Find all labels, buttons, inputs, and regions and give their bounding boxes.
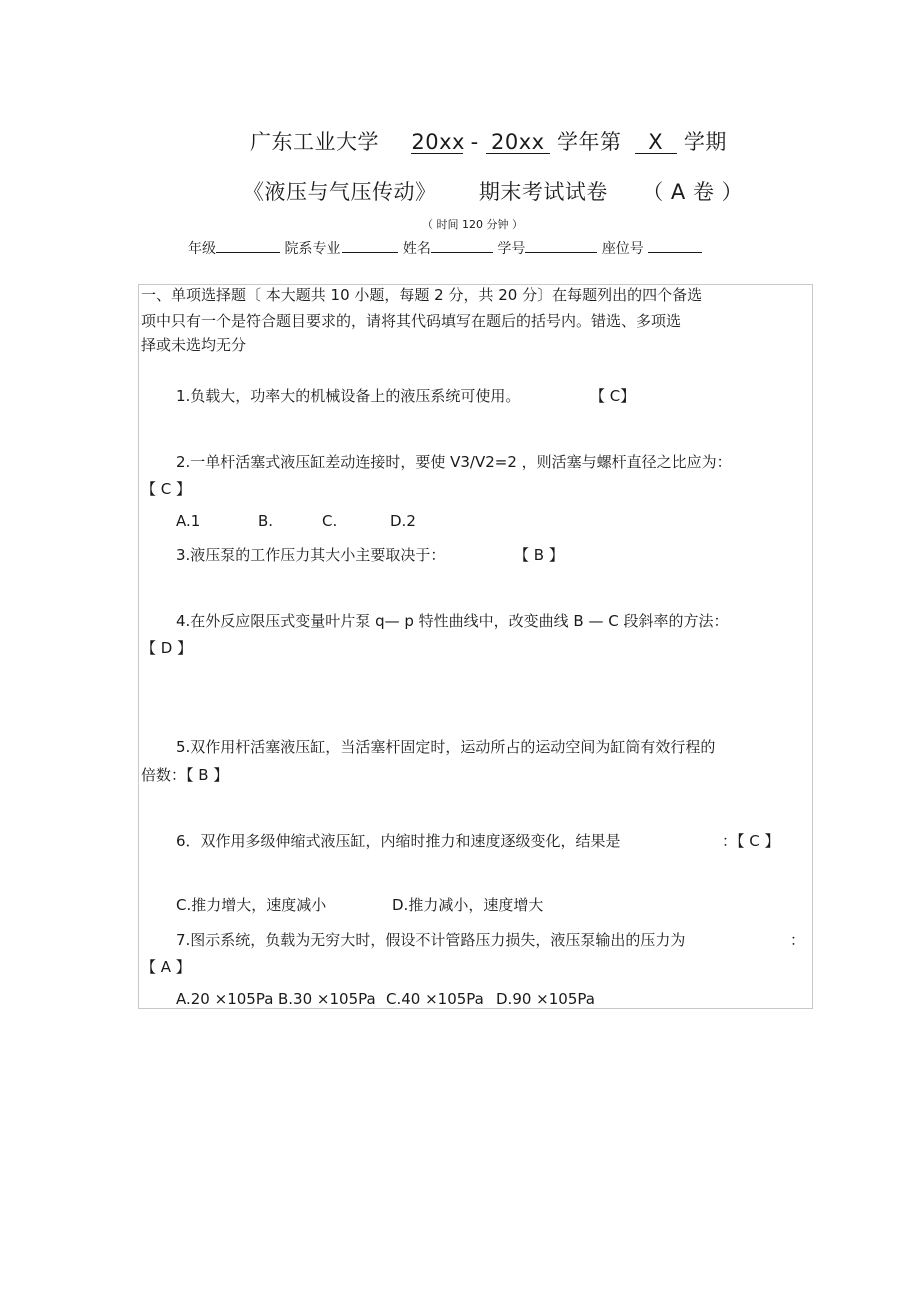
field-id-blank[interactable]: [525, 238, 597, 253]
question-7-option-c[interactable]: C.40 ×105Pa: [386, 990, 484, 1008]
question-2-option-d[interactable]: D.2: [390, 512, 416, 530]
question-2-option-c[interactable]: C.: [322, 512, 338, 530]
field-major-label: 院系专业: [284, 241, 341, 257]
field-id-label: 学号: [497, 241, 526, 257]
student-info-row: [188, 238, 702, 258]
question-2-option-b[interactable]: B.: [258, 512, 274, 530]
question-6-option-d[interactable]: D.推力减小，速度增大: [392, 896, 544, 914]
question-3-text: 3.液压泵的工作压力其大小主要取决于：: [176, 546, 446, 564]
field-seat-label: 座位号: [601, 241, 644, 257]
question-6-answer[interactable]: ：【 C 】: [722, 832, 780, 850]
question-5-text: 5.双作用杆活塞液压缸，当活塞杆固定时，运动所占的运动空间为缸筒有效行程的: [176, 738, 716, 756]
question-2-answer[interactable]: 【 C 】: [141, 480, 192, 498]
exam-duration: （ 时间 120 分钟 ）: [422, 218, 523, 231]
year-separator: -: [470, 130, 479, 154]
question-7-option-b[interactable]: B.30 ×105Pa: [278, 990, 376, 1008]
field-name-blank[interactable]: [431, 238, 493, 253]
field-name-label: 姓名: [402, 241, 431, 257]
question-4-text: 4.在外反应限压式变量叶片泵 q— p 特性曲线中，改变曲线 B — C 段斜率的方法：: [176, 612, 729, 630]
course-name: 《液压与气压传动》: [243, 180, 437, 204]
section-intro-line3: 择或未选均无分: [141, 336, 247, 354]
section-intro-line2: 项中只有一个是符合题目要求的，请将其代码填写在题后的括号内。错选、多项选: [141, 312, 682, 330]
term-value: X: [635, 131, 677, 154]
field-grade-label: 年级: [188, 241, 216, 257]
field-seat-blank[interactable]: [648, 238, 702, 253]
question-1-text: 1.负载大，功率大的机械设备上的液压系统可使用。: [176, 387, 521, 405]
term-label: 学期: [683, 130, 727, 154]
question-1-answer[interactable]: 【 C】: [590, 387, 636, 405]
section-intro-line1: 一、单项选择题〔 本大题共 10 小题，每题 2 分，共 20 分〕在每题列出的四个备选: [141, 286, 703, 304]
year-start: 20xx: [411, 130, 465, 154]
question-5-answer[interactable]: 倍数：【 B 】: [141, 766, 229, 784]
year-end: 20xx: [486, 131, 550, 154]
question-7-colon: ：: [790, 931, 806, 949]
question-4-answer[interactable]: 【 D 】: [141, 639, 193, 657]
question-7-option-a[interactable]: A.20 ×105Pa: [176, 990, 274, 1008]
question-7-answer[interactable]: 【 A 】: [141, 958, 191, 976]
exam-title: 期末考试试卷: [478, 180, 608, 204]
question-7-option-d[interactable]: D.90 ×105Pa: [496, 990, 595, 1008]
university-name: 广东工业大学: [250, 130, 379, 154]
question-2-text: 2.一单杆活塞式液压缸差动连接时，要使 V3/V2=2 ，则活塞与螺杆直径之比应为：: [176, 453, 732, 471]
exam-title-line: [243, 176, 743, 206]
field-major-blank[interactable]: [342, 238, 398, 253]
question-3-answer[interactable]: 【 B 】: [514, 546, 564, 564]
academic-year-label: 学年第: [557, 130, 622, 154]
exam-header-line: [250, 126, 727, 156]
question-7-text: 7.图示系统，负载为无穷大时，假设不计管路压力损失，液压泵输出的压力为: [176, 931, 686, 949]
field-grade-blank[interactable]: [216, 238, 280, 253]
question-6-option-c[interactable]: C.推力增大，速度减小: [176, 896, 327, 914]
question-2-option-a[interactable]: A.1: [176, 512, 201, 530]
question-6-text: 6．双作用多级伸缩式液压缸，内缩时推力和速度逐级变化，结果是: [176, 832, 621, 850]
paper-label: （ A 卷 ）: [642, 180, 744, 204]
